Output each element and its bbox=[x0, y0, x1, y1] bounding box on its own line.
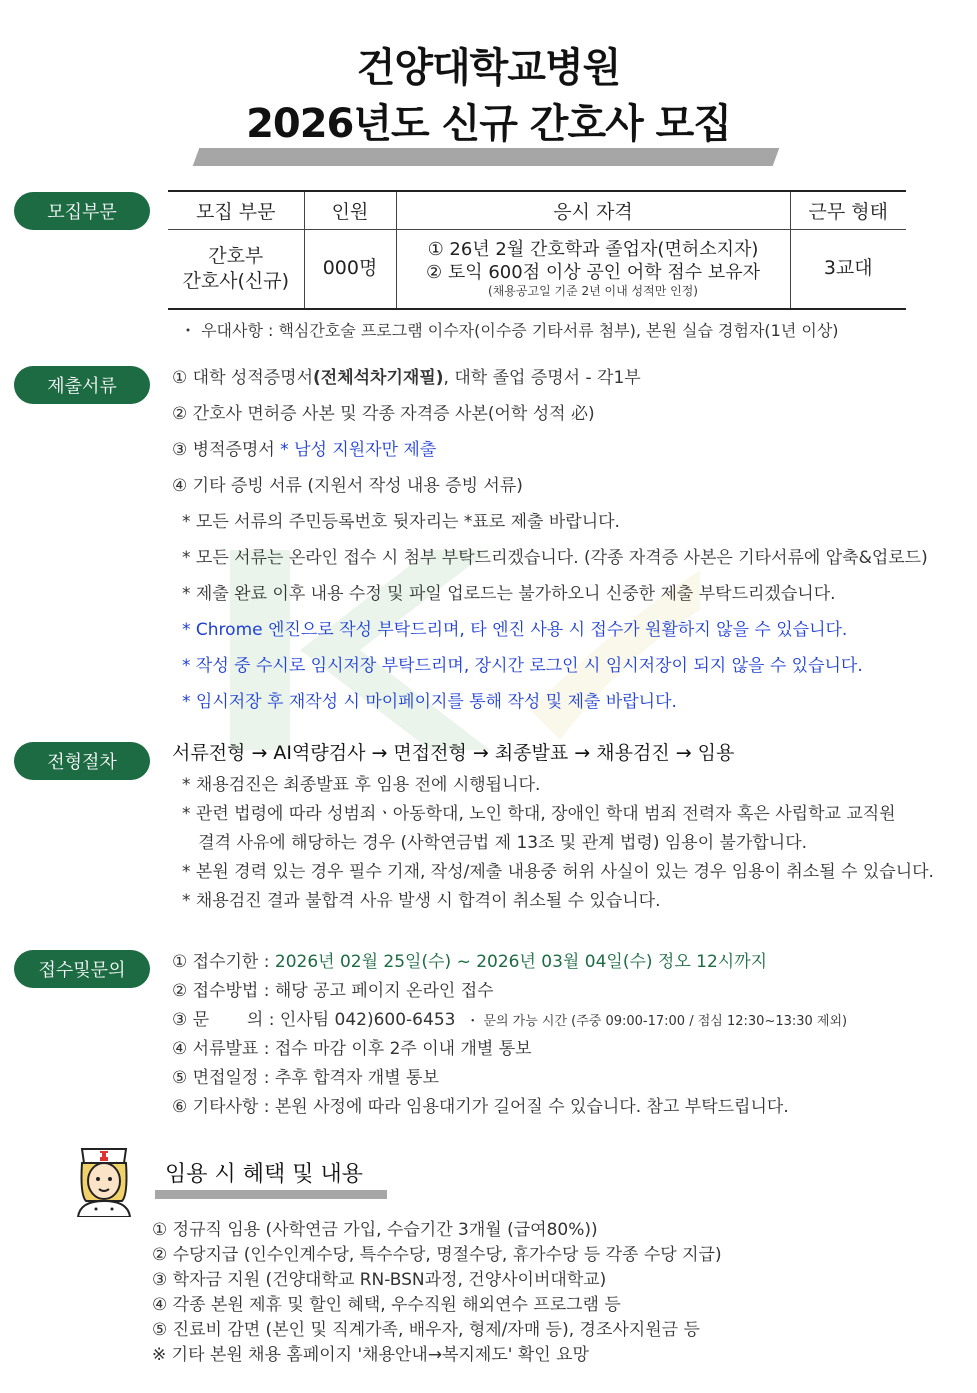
deadline-value: 2026년 02월 25일(수) ~ 2026년 03월 04일(수) 정오 12시까지 bbox=[274, 952, 768, 972]
process-note-1: * 채용검진은 최종발표 후 임용 전에 시행됩니다. bbox=[182, 775, 541, 795]
document-3-note: * 남성 지원자만 제출 bbox=[280, 440, 437, 460]
contact-item-interview: ⑤ 면접일정 : 추후 합격자 개별 통보 bbox=[172, 1068, 439, 1088]
header-qualification: 응시 자격 bbox=[396, 191, 790, 229]
benefit-item: ④ 각종 본원 제휴 및 할인 혜택, 우수직원 해외연수 프로그램 등 bbox=[152, 1295, 621, 1315]
contact-item-deadline bbox=[172, 947, 767, 972]
document-1-emphasis: (전체석차기재필) bbox=[313, 368, 444, 388]
preference-note: ・ 우대사항 : 핵심간호술 프로그램 이수자(이수증 기타서류 첨부), 본원 실습 경험자(1년 이상) bbox=[180, 321, 839, 340]
document-1-text: ① 대학 성적증명서 bbox=[172, 368, 314, 388]
section-badge-recruit: 모집부문 bbox=[14, 192, 150, 230]
cell-dept bbox=[168, 229, 304, 309]
header-count: 인원 bbox=[304, 191, 396, 229]
document-item-1 bbox=[172, 363, 641, 388]
inquiry-phone: ③ 문 의 : 인사팀 042)600-6453 bbox=[172, 1010, 467, 1030]
benefit-item: ① 정규직 임용 (사학연금 가입, 수습기간 3개월 (급여80%)) bbox=[152, 1220, 598, 1240]
process-note-2a: * 관련 법령에 따라 성범죄ㆍ아동학대, 노인 학대, 장애인 학대 범죄 전력자 혹은 사립학교 교직원 bbox=[182, 804, 896, 824]
deadline-label: ① 접수기한 : bbox=[172, 952, 275, 972]
document-item-4: ④ 기타 증빙 서류 (지원서 작성 내용 증빙 서류) bbox=[172, 476, 523, 496]
section-badge-contact: 접수및문의 bbox=[14, 950, 150, 988]
title-underline-bar bbox=[193, 148, 780, 166]
cell-shift: 3교대 bbox=[790, 229, 906, 309]
process-note-4: * 채용검진 결과 불합격 사유 발생 시 합격이 취소될 수 있습니다. bbox=[182, 891, 661, 911]
cell-count: 000명 bbox=[304, 229, 396, 309]
contact-item-method: ② 접수방법 : 해당 공고 페이지 온라인 접수 bbox=[172, 981, 494, 1001]
benefit-item: ⑤ 진료비 감면 (본인 및 직계가족, 배우자, 형제/자매 등), 경조사지원금 등 bbox=[152, 1320, 700, 1340]
benefit-item: ③ 학자금 지원 (건양대학교 RN-BSN과정, 건양사이버대학교) bbox=[152, 1270, 607, 1290]
contact-item-announcement: ④ 서류발표 : 접수 마감 이후 2주 이내 개별 통보 bbox=[172, 1039, 532, 1059]
document-item-3 bbox=[172, 435, 436, 460]
qualification-1: ① 26년 2월 간호학과 졸업자(면허소지자) bbox=[427, 238, 759, 260]
process-note-2b: 결격 사유에 해당하는 경우 (사학연금법 제 13조 및 관계 법령) 임용이 불가합니다. bbox=[182, 833, 808, 853]
document-3-text: ③ 병적증명서 bbox=[172, 440, 281, 460]
document-note-6: * 임시저장 후 재작성 시 마이페이지를 통해 작성 및 제출 바랍니다. bbox=[182, 692, 677, 712]
document-1-tail: , 대학 졸업 증명서 - 각1부 bbox=[443, 368, 641, 388]
benefits-underline-bar bbox=[155, 1190, 387, 1199]
benefits-title: 임용 시 혜택 및 내용 bbox=[165, 1162, 363, 1187]
document-note-1: * 모든 서류의 주민등록번호 뒷자리는 *표로 제출 바랍니다. bbox=[182, 512, 620, 532]
page-title-line1: 건양대학교병원 bbox=[356, 45, 621, 91]
benefit-item: ② 수당지급 (인수인계수당, 특수수당, 명절수당, 휴가수당 등 각종 수당 지급) bbox=[152, 1245, 722, 1265]
qualification-note: (채용공고일 기준 2년 이내 성적만 인정) bbox=[488, 284, 698, 299]
document-item-2: ② 간호사 면허증 사본 및 각종 자격증 사본(어학 성적 必) bbox=[172, 404, 595, 424]
cell-qualification bbox=[396, 229, 790, 309]
inquiry-hours: ・ 문의 가능 시간 (주중 09:00-17:00 / 점심 12:30~13:30 제외) bbox=[466, 1014, 848, 1029]
nurse-avatar-icon bbox=[74, 1135, 134, 1217]
section-badge-documents: 제출서류 bbox=[14, 366, 150, 404]
dept-line1: 간호부 bbox=[208, 245, 264, 268]
dept-line2: 간호사(신규) bbox=[182, 269, 290, 292]
header-shift: 근무 형태 bbox=[790, 191, 906, 229]
recruit-table bbox=[168, 190, 906, 310]
process-note-3: * 본원 경력 있는 경우 필수 기재, 작성/제출 내용중 허위 사실이 있는 경우 임용이 취소될 수 있습니다. bbox=[182, 862, 934, 882]
document-note-2: * 모든 서류는 온라인 접수 시 첨부 부탁드리겠습니다. (각종 자격증 사본은 기타서류에 압축&업로드) bbox=[182, 548, 928, 568]
document-note-4: * Chrome 엔진으로 작성 부탁드리며, 타 엔진 사용 시 접수가 원활하지 않을 수 있습니다. bbox=[182, 620, 848, 640]
process-flow: 서류전형 → AI역량검사 → 면접전형 → 최종발표 → 채용검진 → 임용 bbox=[172, 742, 735, 764]
contact-item-inquiry bbox=[172, 1005, 847, 1030]
document-note-5: * 작성 중 수시로 임시저장 부탁드리며, 장시간 로그인 시 임시저장이 되지 않을 수 있습니다. bbox=[182, 656, 863, 676]
contact-item-etc: ⑥ 기타사항 : 본원 사정에 따라 임용대기가 길어질 수 있습니다. 참고 부탁드립니다. bbox=[172, 1097, 789, 1117]
header-dept: 모집 부문 bbox=[168, 191, 304, 229]
page-title-line2: 2026년도 신규 간호사 모집 bbox=[246, 101, 731, 147]
section-badge-process: 전형절차 bbox=[14, 742, 150, 780]
benefit-item: ※ 기타 본원 채용 홈페이지 '채용안내→복지제도' 확인 요망 bbox=[152, 1345, 589, 1365]
qualification-2: ② 토익 600점 이상 공인 어학 점수 보유자 bbox=[426, 261, 760, 283]
document-note-3: * 제출 완료 이후 내용 수정 및 파일 업로드는 불가하오니 신중한 제출 부탁드리겠습니다. bbox=[182, 584, 836, 604]
